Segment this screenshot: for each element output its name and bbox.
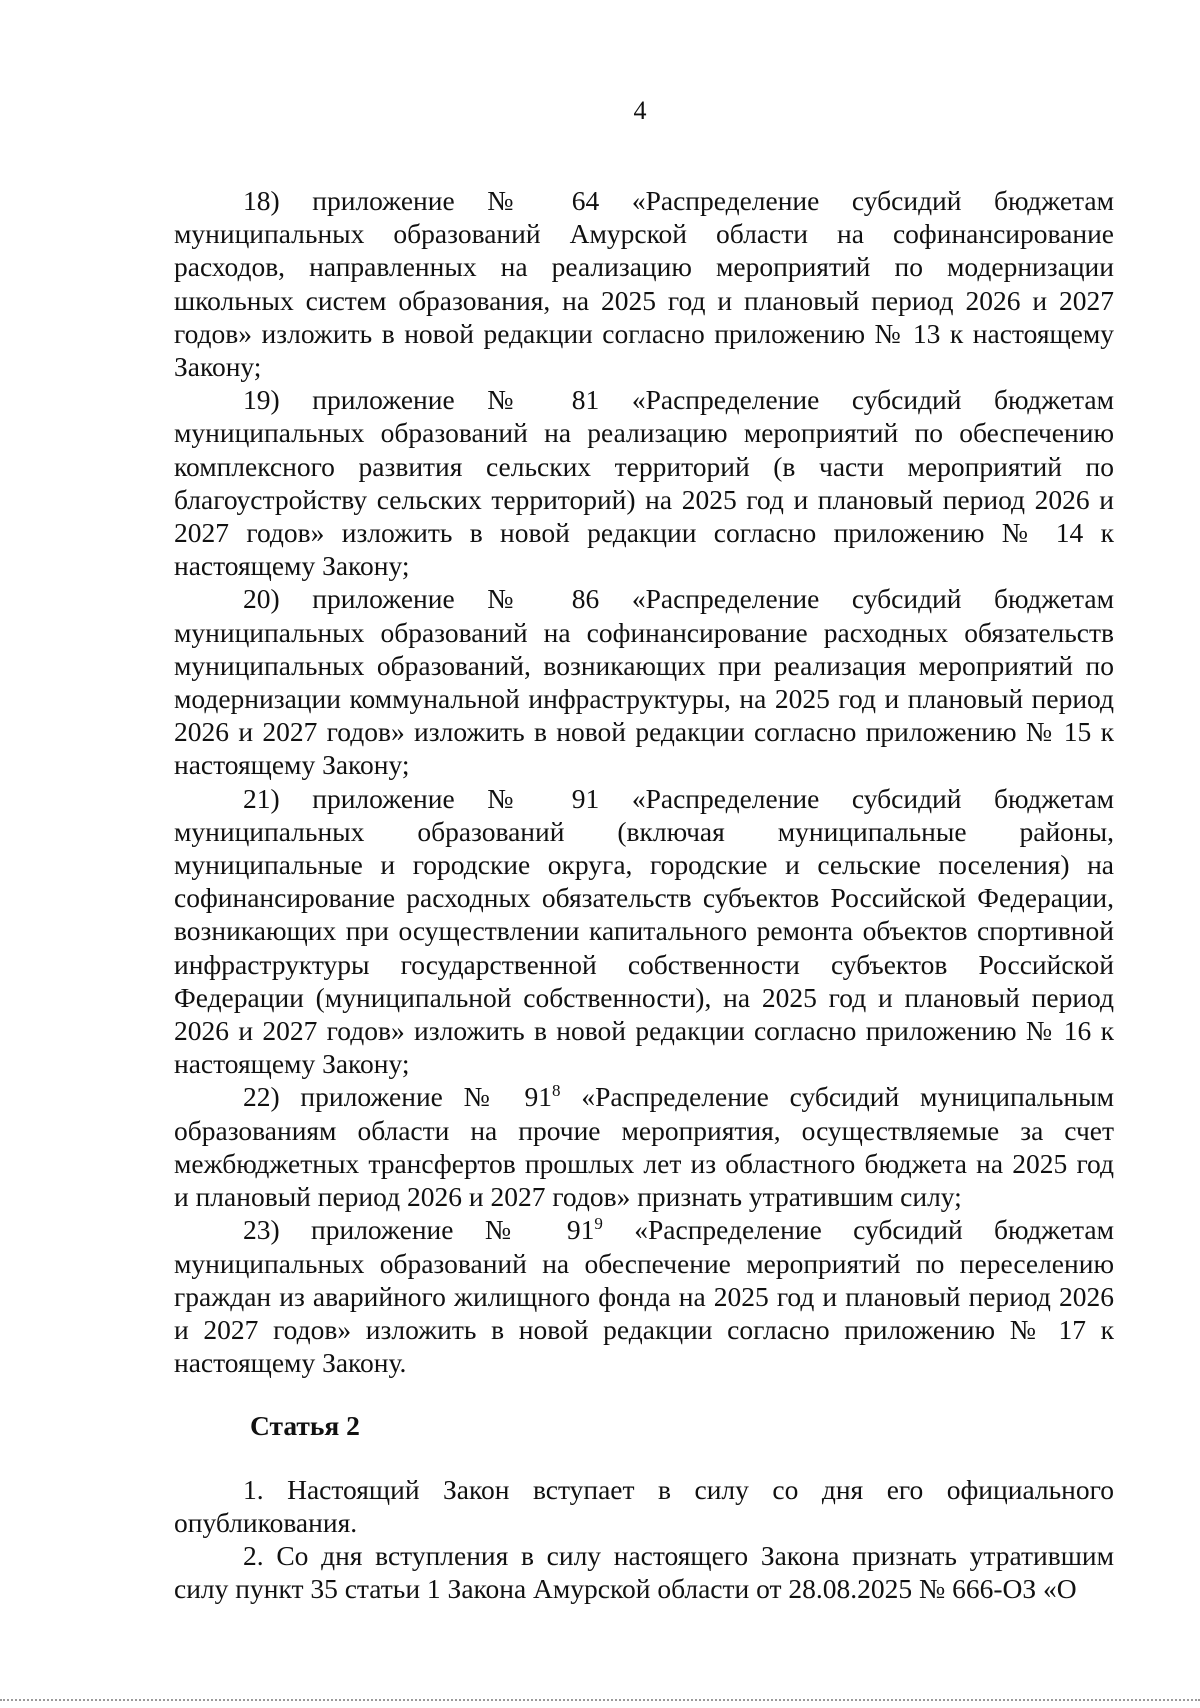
scan-bottom-edge	[0, 1699, 1200, 1701]
list-item-22	[174, 1080, 1114, 1213]
article-spacer	[174, 1443, 1114, 1473]
article-heading: Статья 2	[250, 1410, 360, 1442]
list-item-22-superscript: 8	[552, 1081, 561, 1101]
list-item-19: 19) приложение № 81 «Распределение субсидий бюджетам муниципальных образований на реализацию мероприятий по обеспечению комплексного развития сельских территорий (в части мероприятий по благоустройству сельских территорий) на 2025 год и плановый период 2026 и 2027 годов» изложить в новой редакции согласно приложению № 14 к настоящему Закону;	[174, 384, 1114, 582]
list-item-23-superscript: 9	[594, 1214, 603, 1234]
list-item-23	[174, 1213, 1114, 1379]
list-item-23-rest: «Распределение субсидий бюджетам муниципальных образований на обеспечение мероприятий по переселению граждан из аварийного жилищного фонда на 2025 год и плановый период 2026 и 2027 годов» изложить в новой редакции согласно приложению № 17 к настоящему Закону.	[174, 1214, 1114, 1379]
list-item-23-lead: 23) приложение № 91	[243, 1214, 595, 1246]
list-item-20: 20) приложение № 86 «Распределение субсидий бюджетам муниципальных образований на софинансирование расходных обязательств муниципальных образований, возникающих при реализация мероприятий по модернизации коммунальной инфраструктуры, на 2025 год и плановый период 2026 и 2027 годов» изложить в новой редакции согласно приложению № 15 к настоящему Закону;	[174, 583, 1114, 781]
article-paragraph-1: 1. Настоящий Закон вступает в силу со дня его официального опубликования.	[174, 1473, 1114, 1538]
article-paragraph-2: 2. Со дня вступления в силу настоящего Закона признать утратившим силу пункт 35 статьи 1 Закона Амурской области от 28.08.2025 № 666-ОЗ «О	[174, 1539, 1114, 1605]
list-item-22-rest: «Распределение субсидий муниципальным образованиям области на прочие мероприятия, осуществляемые за счет межбюджетных трансфертов прошлых лет из областного бюджета на 2025 год и плановый период 2026 и 2027 годов» признать утратившим силу;	[174, 1081, 1114, 1213]
list-item-18: 18) приложение № 64 «Распределение субсидий бюджетам муниципальных образований Амурской области на софинансирование расходов, направленных на реализацию мероприятий по модернизации школьных систем образования, на 2025 год и плановый период 2026 и 2027 годов» изложить в новой редакции согласно приложению № 13 к настоящему Закону;	[174, 185, 1114, 383]
document-body	[174, 184, 1114, 1605]
page-number: 4	[633, 96, 647, 125]
list-item-21: 21) приложение № 91 «Распределение субсидий бюджетам муниципальных образований (включая муниципальные районы, муниципальные и городские округа, городские и сельские поселения) на софинансирование расходных обязательств субъектов Российской Федерации, возникающих при осуществлении капитального ремонта объектов спортивной инфраструктуры государственной собственности субъектов Российской Федерации (муниципальной собственности), на 2025 год и плановый период 2026 и 2027 годов» изложить в новой редакции согласно приложению № 16 к настоящему Закону;	[174, 782, 1114, 1080]
list-item-22-lead: 22) приложение № 91	[243, 1081, 553, 1113]
